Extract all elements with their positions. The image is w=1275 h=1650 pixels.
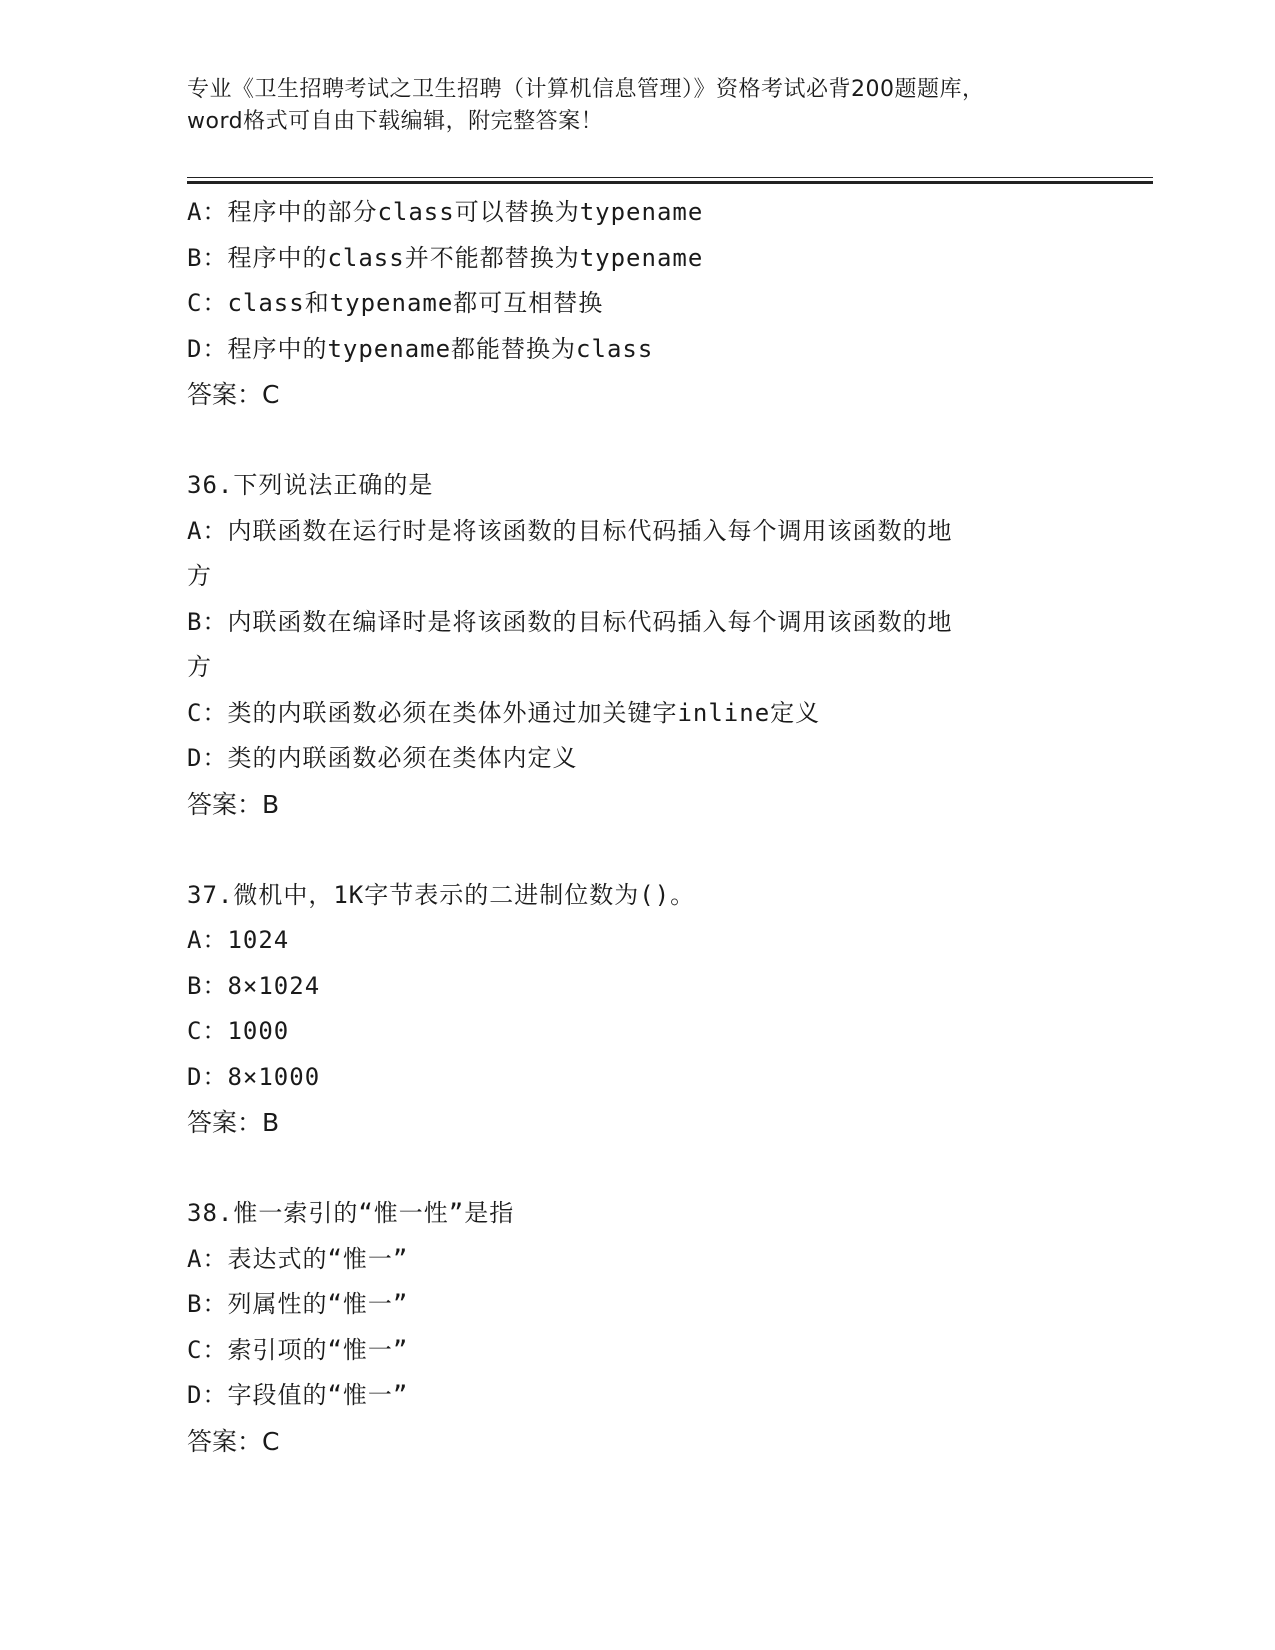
option-line: B：程序中的class并不能都替换为typename <box>187 243 704 272</box>
header-line-1: 专业《卫生招聘考试之卫生招聘（计算机信息管理）》资格考试必背200题题库， <box>187 77 985 102</box>
question-block <box>187 873 1087 1146</box>
header-divider-thin <box>187 177 1153 178</box>
option-line: B：内联函数在编译时是将该函数的目标代码插入每个调用该函数的地 <box>187 607 953 636</box>
option-line: B：8×1024 <box>187 971 321 1000</box>
option-line: D：程序中的typename都能替换为class <box>187 334 654 363</box>
option-line: D：字段值的“惟一” <box>187 1381 409 1409</box>
option-line: A：表达式的“惟一” <box>187 1244 409 1273</box>
option-line: C：1000 <box>187 1017 290 1045</box>
option-line: 方 <box>187 562 212 590</box>
question-block <box>187 190 1087 418</box>
question-text: 36.下列说法正确的是 <box>187 471 434 499</box>
question-text: 38.惟一索引的“惟一性”是指 <box>187 1199 515 1227</box>
answer-line: 答案：B <box>187 789 280 819</box>
answer-line: 答案：C <box>187 380 280 409</box>
header-line-2: word格式可自由下载编辑，附完整答案！ <box>187 109 604 134</box>
document-header <box>187 74 1087 138</box>
option-line: C：class和typename都可互相替换 <box>187 289 604 317</box>
answer-line: 答案：B <box>187 1108 280 1137</box>
option-line: D：类的内联函数必须在类体内定义 <box>187 744 578 772</box>
question-block <box>187 463 1087 827</box>
header-divider-thick <box>187 181 1153 184</box>
question-text: 37.微机中，1K字节表示的二进制位数为()。 <box>187 880 696 909</box>
option-line: A：内联函数在运行时是将该函数的目标代码插入每个调用该函数的地 <box>187 516 953 545</box>
option-line: A：程序中的部分class可以替换为typename <box>187 198 704 226</box>
option-line: A：1024 <box>187 926 290 954</box>
question-list <box>187 190 1087 1464</box>
option-line: C：类的内联函数必须在类体外通过加关键字inline定义 <box>187 698 821 727</box>
option-line: 方 <box>187 653 212 681</box>
option-line: B：列属性的“惟一” <box>187 1290 409 1318</box>
option-line: C：索引项的“惟一” <box>187 1335 409 1364</box>
answer-line: 答案：C <box>187 1426 280 1456</box>
question-block <box>187 1191 1087 1464</box>
option-line: D：8×1000 <box>187 1062 321 1091</box>
